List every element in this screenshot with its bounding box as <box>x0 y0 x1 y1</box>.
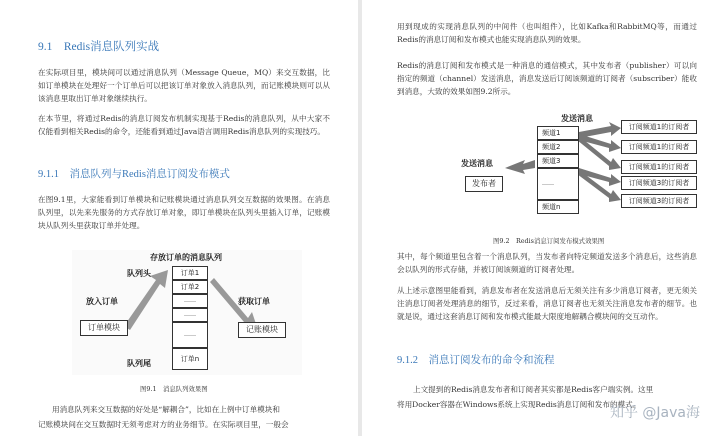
queue-cell: 订单n <box>172 348 208 370</box>
left-paragraph-2: 在本节里，将通过Redis的消息订阅发布机制实现基于Redis的消息队列，从中大家不仅能看到相关Redis的命令，还能看到通过Java语言调用Redis消息队列的实现技巧。 <box>38 114 330 136</box>
subscriber-box: 订阅频道3的订阅者 <box>621 194 697 208</box>
zhihu-watermark: 知乎 @Java海 <box>609 405 700 421</box>
channel-arrow <box>579 122 621 138</box>
figure-message-queue <box>72 250 302 375</box>
get-order-label: 获取订单 <box>238 297 270 306</box>
right-page <box>363 0 720 436</box>
subscriber-box: 订阅频道1的订阅者 <box>621 160 697 174</box>
publisher-box: 发布者 <box>465 176 503 192</box>
left-paragraph-4-line-2: 记账模块间在交互数据时无须考虑对方的业务细节。在实际项目里，一般会 <box>38 420 289 429</box>
section-heading-9-1-1: 9.1.1 消息队列与Redis消息订阅发布模式 <box>38 169 230 180</box>
channel-cell: 频道1 <box>537 126 579 140</box>
accounting-module-box: 记账模块 <box>238 322 286 338</box>
queue-cell: …… <box>172 322 208 348</box>
right-paragraph-5-line-2: 将用Docker容器在Windows系统上实现Redis消息订阅和发布的模式。 <box>397 400 641 409</box>
queue-tail-label: 队列尾 <box>127 359 151 368</box>
queue-cell: …… <box>172 308 208 322</box>
send-message-left-label: 发送消息 <box>461 159 493 168</box>
subscriber-box: 订阅频道1的订阅者 <box>621 120 697 134</box>
queue-cell: 订单2 <box>172 280 208 294</box>
figure-1-caption: 图9.1 消息队列效果图 <box>140 385 208 393</box>
section-heading-9-1: 9.1 Redis消息队列实战 <box>38 41 160 53</box>
channel-cell: 频道2 <box>537 140 579 154</box>
figure-pubsub <box>461 110 697 230</box>
right-paragraph-1: 用到现成的实现消息队列的中间件（也叫组件），比如Kafka和RabbitMQ等，而通过Redis的消息订阅和发布模式也能实现消息队列的效果。 <box>397 22 697 44</box>
page-gutter <box>358 0 362 436</box>
figure-2-caption: 图9.2 Redis消息订阅发布模式效果图 <box>493 237 605 245</box>
publish-arrow <box>505 160 535 174</box>
put-order-label: 放入订单 <box>86 297 118 306</box>
subscriber-box: 订阅频道3的订阅者 <box>621 176 697 190</box>
queue-head-label: 队列头 <box>127 269 151 278</box>
left-paragraph-1: 在实际项目里，模块间可以通过消息队列（Message Queue，MQ）来交互数据，比如订单模块在处理好一个订单后可以把该订单对象放入消息队列，而记账模块则可以从该消息里取出订单对象继续执行。 <box>38 68 330 103</box>
queue-title: 存放订单的消息队列 <box>150 253 222 262</box>
channel-cell: 频道3 <box>537 154 579 168</box>
right-paragraph-4: 从上述示意图里能看到，消息发布者在发送消息后无须关注有多少消息订阅者，更无须关注消息订阅者处理消息的细节，反过来看，消息订阅者也无须关注消息发布者的细节。也就是说，通过这套消息订阅和发布模式能最大限度地解耦合模块间的交互动作。 <box>397 286 697 321</box>
right-paragraph-2: Redis的消息订阅和发布模式是一种消息的通信模式，其中发布者（publisher）可以向指定的频道（channel）发送消息，消息发送后订阅该频道的订阅者（subscriber）能收到消息，大致的效果如图9.2所示。 <box>397 61 697 96</box>
left-paragraph-4-line-1: 用消息队列来交互数据的好处是“解耦合”，比如在上例中订单模块和 <box>52 405 280 414</box>
queue-cell: 订单1 <box>172 266 208 280</box>
subscriber-box: 订阅频道1的订阅者 <box>621 140 697 154</box>
right-paragraph-3: 其中，每个频道里包含着一个消息队列，当发布者向特定频道发送多个消息后，这些消息会以队列的形式存储，并被订阅该频道的订阅者处理。 <box>397 252 697 274</box>
channel-cell: …… <box>537 168 579 200</box>
right-paragraph-5-line-1: 上文提到的Redis消息发布者和订阅者其实都是Redis客户端实例。这里 <box>413 385 654 394</box>
put-order-arrow-shape <box>124 270 168 330</box>
send-message-top-label: 发送消息 <box>561 114 593 123</box>
section-heading-9-1-2: 9.1.2 消息订阅发布的命令和流程 <box>397 355 555 366</box>
order-module-box: 订单模块 <box>80 320 128 336</box>
queue-cell: …… <box>172 294 208 308</box>
left-page <box>0 0 357 436</box>
channel-cell: 频道n <box>537 200 579 214</box>
left-paragraph-3: 在图9.1里，大家能看到订单模块和记账模块通过消息队列交互数据的效果图。在消息队列里，以先来先服务的方式存放订单对象，即订单模块在队列头里插入订单，记账模块从队列头里获取订单并处理。 <box>38 195 330 230</box>
